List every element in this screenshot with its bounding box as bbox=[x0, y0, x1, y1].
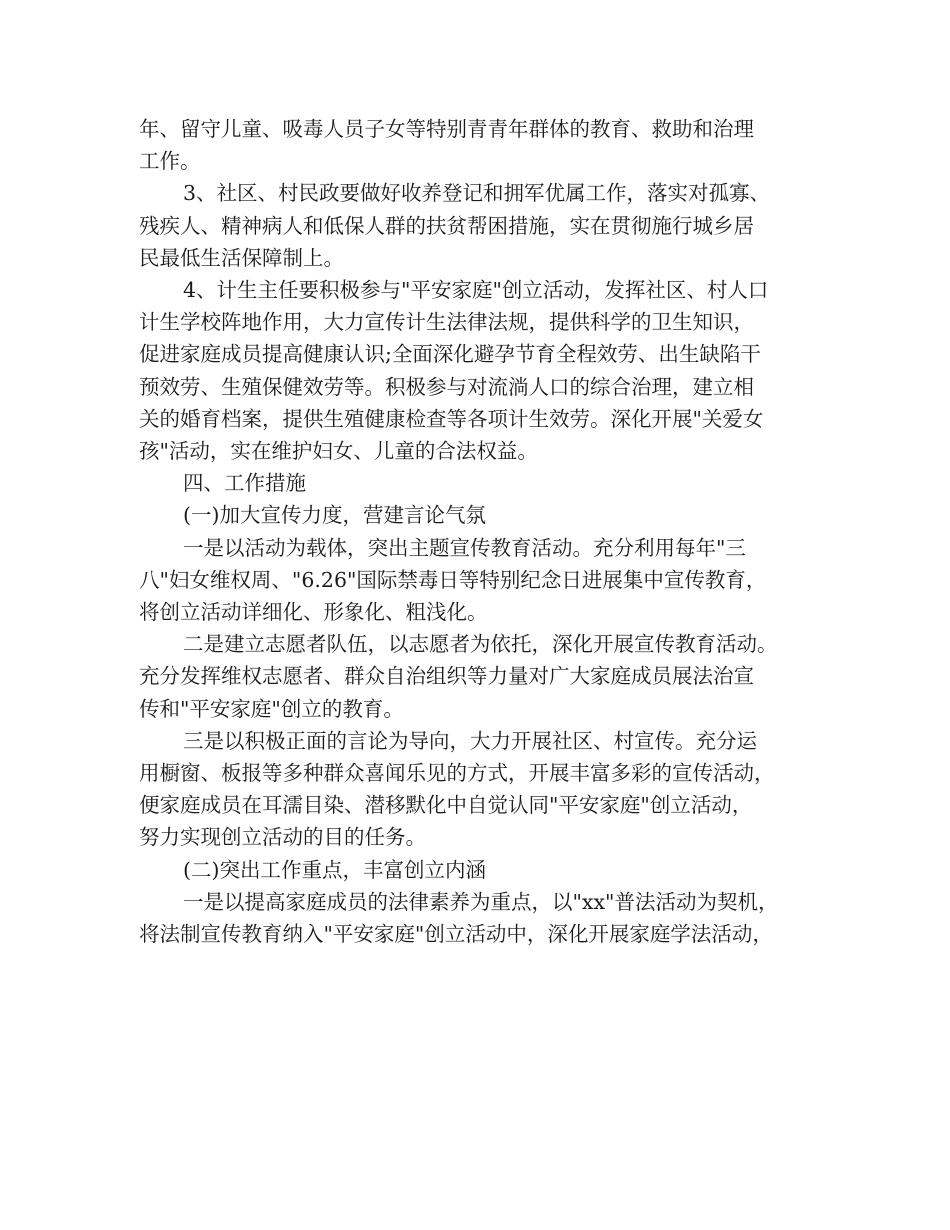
text-line: 计生学校阵地作用，大力宣传计生法律法规，提供科学的卫生知识， bbox=[139, 310, 754, 335]
paragraph bbox=[139, 886, 839, 950]
text-line: 二是建立志愿者队伍，以志愿者为依托，深化开展宣传教育活动。 bbox=[183, 632, 778, 657]
text-line: 将创立活动详细化、形象化、粗浅化。 bbox=[139, 600, 488, 625]
text-line: 三是以积极正面的言论为导向，大力开展社区、村宣传。充分运 bbox=[183, 728, 757, 753]
text-line: 促进家庭成员提高健康认识;全面深化避孕节育全程效劳、出生缺陷干 bbox=[139, 342, 761, 367]
text-line: 将法制宣传教育纳入"平安家庭"创立活动中，深化开展家庭学法活动， bbox=[139, 922, 773, 947]
text-line: 孩"活动，实在维护妇女、儿童的合法权益。 bbox=[139, 439, 538, 464]
text-line: (一)加大宣传力度，营建言论气氛 bbox=[183, 503, 486, 528]
paragraph bbox=[139, 725, 839, 854]
text-line: 充分发挥维权志愿者、群众自治组织等力量对广大家庭成员展法治宣 bbox=[139, 664, 754, 689]
text-line: 关的婚育档案，提供生殖健康检查等各项计生效劳。深化开展"关爱女 bbox=[139, 406, 764, 431]
text-line: 用橱窗、板报等多种群众喜闻乐见的方式，开展丰富多彩的宣传活动， bbox=[139, 761, 775, 786]
text-line: 民最低生活保障制上。 bbox=[139, 245, 344, 270]
paragraph bbox=[139, 499, 839, 531]
text-line: 一是以活动为载体，突出主题宣传教育活动。充分利用每年"三 bbox=[183, 535, 746, 560]
text-line: 传和"平安家庭"创立的教育。 bbox=[139, 696, 404, 721]
text-line: 便家庭成员在耳濡目染、潜移默化中自觉认同"平安家庭"创立活动， bbox=[139, 793, 753, 818]
document-body bbox=[139, 113, 839, 950]
text-line: 努力实现创立活动的目的任务。 bbox=[139, 825, 426, 850]
text-line: 工作。 bbox=[139, 149, 201, 174]
paragraph bbox=[139, 854, 839, 886]
text-line: 年、留守儿童、吸毒人员子女等特别青青年群体的教育、救助和治理 bbox=[139, 117, 754, 141]
paragraph bbox=[139, 467, 839, 499]
text-line: 残疾人、精神病人和低保人群的扶贫帮困措施，实在贯彻施行城乡居 bbox=[139, 213, 754, 238]
text-line: 一是以提高家庭成员的法律素养为重点，以"xx"普法活动为契机， bbox=[183, 889, 779, 914]
paragraph bbox=[139, 628, 839, 725]
text-line: 4、计生主任要积极参与"平安家庭"创立活动，发挥社区、村人口 bbox=[183, 278, 769, 303]
text-line: 四、工作措施 bbox=[183, 471, 306, 496]
paragraph bbox=[139, 177, 839, 274]
paragraph bbox=[139, 113, 839, 177]
paragraph bbox=[139, 274, 839, 467]
text-line: 3、社区、村民政要做好收养登记和拥军优属工作，落实对孤寡、 bbox=[183, 181, 771, 206]
text-line: 预效劳、生殖保健效劳等。积极参与对流淌人口的综合治理，建立相 bbox=[139, 374, 754, 399]
text-line: (二)突出工作重点，丰富创立内涵 bbox=[183, 857, 486, 882]
text-line: 八"妇女维权周、"6.26"国际禁毒日等特别纪念日进展集中宣传教育， bbox=[139, 567, 767, 592]
paragraph bbox=[139, 532, 839, 629]
